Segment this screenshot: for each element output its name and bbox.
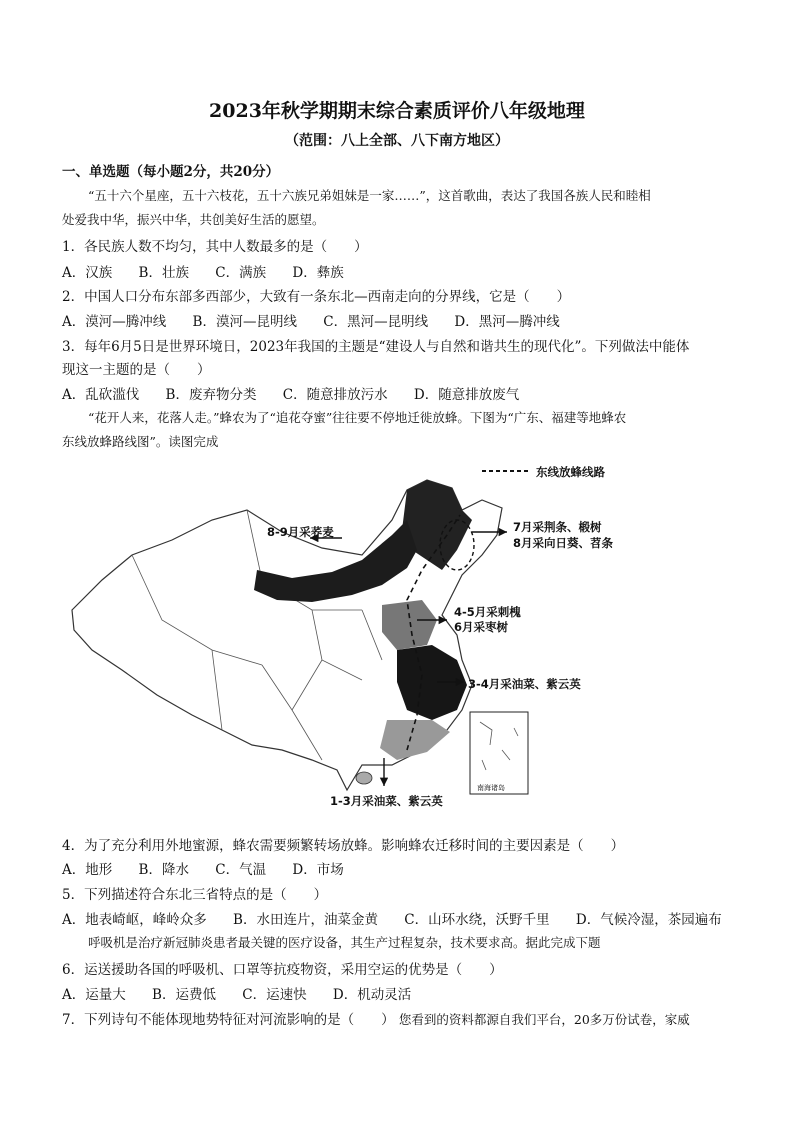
question-6-stem: 6．运送援助各国的呼吸机、口罩等抗疫物资，采用空运的优势是（ ）: [62, 962, 503, 978]
label-ne-august: 8月采向日葵、苕条: [513, 536, 614, 550]
label-central-apr: 4-5月采刺槐: [454, 605, 521, 619]
label-east: 3-4月采油菜、紫云英: [468, 677, 581, 691]
option-c[interactable]: C．黑河—昆明线: [323, 314, 429, 330]
passage-1-line-1: “五十六个星座，五十六枝花，五十六族兄弟姐妹是一家……”，这首歌曲，表达了我国各族人民和睦相: [88, 188, 651, 203]
hainan-island: [356, 772, 372, 784]
south-sea-inset: [470, 712, 528, 794]
passage-1-line-2: 处爱我中华，振兴中华，共创美好生活的愿望。: [62, 212, 325, 227]
label-central-jun: 6月采枣树: [454, 620, 509, 634]
inset-caption: 南海诸岛: [477, 784, 505, 792]
region-south: [380, 720, 450, 760]
option-b[interactable]: B．降水: [138, 862, 189, 878]
question-7-stem: [62, 1008, 742, 1028]
question-5-options: [62, 908, 742, 928]
question-2-stem: 2．中国人口分布东部多西部少，大致有一条东北—西南走向的分界线，它是（ ）: [62, 289, 571, 305]
option-d[interactable]: D．气候冷湿，茶园遍布: [575, 912, 722, 928]
option-c[interactable]: C．随意排放污水: [282, 387, 388, 403]
question-3-options: [62, 383, 742, 403]
option-a[interactable]: A．漠河—腾冲线: [62, 314, 167, 330]
option-d[interactable]: D．机动灵活: [332, 987, 412, 1003]
option-a[interactable]: A．乱砍滥伐: [62, 387, 140, 403]
option-a[interactable]: A．汉族: [62, 265, 113, 281]
option-b[interactable]: B．水田连片，油菜金黄: [233, 912, 378, 928]
option-a[interactable]: A．地表崎岖，峰岭众多: [62, 912, 207, 928]
question-4-options: [62, 858, 742, 878]
question-5-stem: 5．下列描述符合东北三省特点的是（ ）: [62, 887, 328, 903]
option-b[interactable]: B．废弃物分类: [165, 387, 257, 403]
option-c[interactable]: C．山环水绕，沃野千里: [404, 912, 550, 928]
section-heading: 一、单选题（每小题2分，共20分）: [62, 164, 280, 180]
label-ne-july: 7月采荆条、椴树: [513, 520, 602, 534]
option-c[interactable]: C．满族: [215, 265, 267, 281]
question-6-options: [62, 983, 742, 1003]
option-d[interactable]: D．黑河—腾冲线: [454, 314, 560, 330]
label-north: 8-9月采荞麦: [267, 525, 334, 539]
china-map-svg: [62, 460, 742, 820]
legend-label: 东线放蜂线路: [536, 465, 605, 479]
question-2-options: [62, 310, 742, 330]
option-d[interactable]: D．市场: [292, 862, 344, 878]
passage-2-line-2: 东线放蜂路线图”。读图完成: [62, 434, 219, 449]
bee-route-map: [62, 460, 742, 820]
question-4-stem: 4．为了充分利用外地蜜源，蜂农需要频繁转场放蜂。影响蜂农迁移时间的主要因素是（ ）: [62, 838, 625, 854]
option-b[interactable]: B．漠河—昆明线: [192, 314, 297, 330]
label-south: 1-3月采油菜、紫云英: [330, 794, 443, 808]
exam-title: 2023年秋学期期末综合素质评价八年级地理: [209, 100, 585, 122]
exam-scope: （范围：八上全部、八下南方地区）: [285, 133, 509, 149]
question-3-stem-line-1: 3．每年6月5日是世界环境日，2023年我国的主题是“建设人与自然和谐共生的现代化”。下列做法中能体: [62, 339, 690, 355]
passage-2-line-1: “花开人来，花落人走。”蜂农为了“追花夺蜜”往往要不停地迁徙放蜂。下图为“广东、福建等地蜂农: [88, 410, 627, 425]
passage-3: 呼吸机是治疗新冠肺炎患者最关键的医疗设备，其生产过程复杂，技术要求高。据此完成下题: [88, 935, 601, 950]
question-1-options: [62, 261, 742, 281]
option-a[interactable]: A．运量大: [62, 987, 126, 1003]
option-c[interactable]: C．运速快: [242, 987, 307, 1003]
question-3-stem-line-2: 现这一主题的是（ ）: [62, 362, 211, 378]
option-c[interactable]: C．气温: [215, 862, 267, 878]
option-b[interactable]: B．壮族: [138, 265, 189, 281]
watermark-note: 您看到的资料都源自我们平台，20多万份试卷，家威: [398, 1012, 690, 1027]
question-1-stem: 1．各民族人数不均匀，其中人数最多的是（ ）: [62, 239, 368, 255]
option-d[interactable]: D．彝族: [292, 265, 344, 281]
option-b[interactable]: B．运费低: [152, 987, 216, 1003]
option-d[interactable]: D．随意排放废气: [413, 387, 520, 403]
question-7-text: 7．下列诗句不能体现地势特征对河流影响的是（ ）: [62, 1012, 395, 1028]
option-a[interactable]: A．地形: [62, 862, 113, 878]
